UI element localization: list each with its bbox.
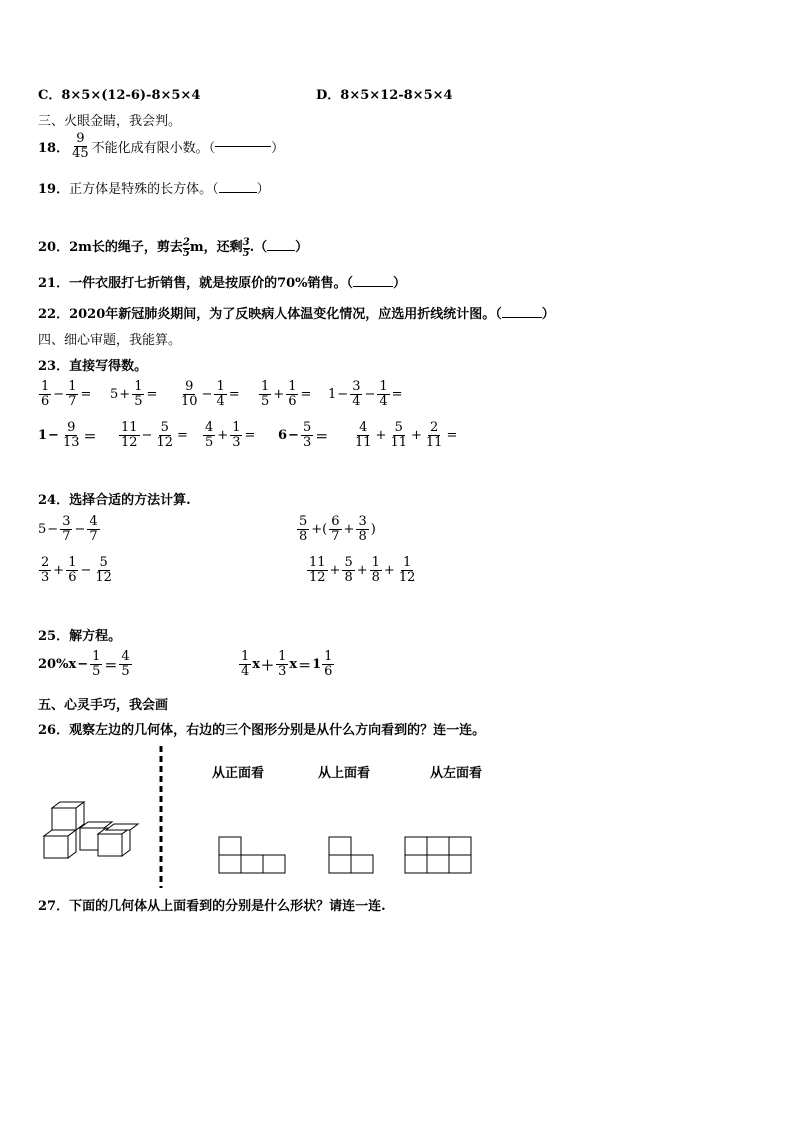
view-shape-3[interactable] — [404, 836, 476, 876]
calc-8: $\frac{4}{5}$ + $\frac{1}{3}$ = — [205, 420, 256, 450]
question-text: 正方体是特殊的长方体。（ — [69, 182, 219, 197]
view-shape-1[interactable] — [218, 836, 288, 876]
calc-1: $\frac{1}{6}$ − $\frac{1}{7}$ = — [41, 379, 92, 409]
dashed-divider — [158, 746, 164, 888]
calc-24-2: $\frac{5}{8}$ +( $\frac{6}{7}$ + $\frac{3}{8}$ ) — [299, 514, 376, 544]
calc-7: $\frac{11}{12}$ − $\frac{5}{12}$ = — [121, 420, 188, 450]
question-24-title: 24．选择合适的方法计算. — [38, 493, 191, 508]
question-23-title: 23．直接写得数。 — [38, 359, 148, 374]
section-3-title: 三、火眼金睛，我会判。 — [38, 114, 182, 129]
question-18: 18． $\frac{9}{45}$ 不能化成有限小数。（ ） — [38, 131, 285, 161]
question-25-title: 25．解方程。 — [38, 629, 122, 644]
calc-2: 5 + $\frac{1}{5}$ = — [110, 379, 158, 409]
question-21: 21．一件衣服打七折销售，就是按原价的70%销售。（ ） — [38, 276, 407, 291]
calc-4: $\frac{1}{5}$ + $\frac{1}{6}$ = — [261, 379, 312, 409]
calc-9: 6 − $\frac{5}{3}$ ＝ — [278, 420, 329, 450]
label-front-view: 从正面看 — [212, 766, 265, 781]
option-d: D．8×5×12-8×5×4 — [316, 88, 453, 103]
question-26-title: 26．观察左边的几何体，右边的三个图形分别是从什么方向看到的？连一连。 — [38, 723, 486, 738]
calc-3: $\frac{9}{10}$ − $\frac{1}{4}$ = — [181, 379, 240, 409]
option-c: C．8×5×(12-6)-8×5×4 — [38, 88, 201, 103]
question-20: 20．2m长的绳子，剪去 $\frac{2}{5}$ m，还剩 $\frac{3}{5}$ .（ ） — [38, 237, 309, 259]
fraction: $\frac{9}{45}$ — [72, 131, 89, 161]
calc-6: 1 − $\frac{9}{13}$ ＝ — [38, 420, 97, 450]
cube-solid-figure — [40, 800, 144, 862]
question-text: 不能化成有限小数。（ — [91, 140, 216, 156]
answer-blank[interactable] — [219, 192, 257, 193]
calc-5: 1 − $\frac{3}{4}$ − $\frac{1}{4}$ = — [328, 379, 403, 409]
label-left-view: 从左面看 — [430, 766, 483, 781]
calc-24-4: $\frac{11}{12}$ + $\frac{5}{8}$ + $\frac{1}{8}$ + $\frac{1}{12}$ — [309, 555, 416, 585]
answer-blank[interactable] — [502, 317, 542, 318]
question-19: 19．正方体是特殊的长方体。（ ） — [38, 182, 270, 197]
question-number: 18． — [38, 140, 70, 156]
small-fraction: $\frac{2}{5}$ — [182, 237, 190, 259]
question-27-title: 27．下面的几何体从上面看到的分别是什么形状？请连一连. — [38, 899, 386, 914]
view-shape-2[interactable] — [328, 836, 378, 876]
equation-1: 20%x − $\frac{1}{5}$ ＝ $\frac{4}{5}$ — [38, 649, 130, 679]
calc-24-1: 5 − $\frac{3}{7}$ − $\frac{4}{7}$ — [38, 514, 98, 544]
section-5-title: 五、心灵手巧，我会画 — [38, 698, 169, 713]
section-4-title: 四、细心审题，我能算。 — [38, 333, 182, 348]
answer-blank[interactable] — [353, 286, 393, 287]
calc-10: $\frac{4}{11}$ + $\frac{5}{11}$ + $\frac{2}{11}$ = — [355, 420, 458, 450]
calc-24-3: $\frac{2}{3}$ + $\frac{1}{6}$ − $\frac{5}{12}$ — [41, 555, 112, 585]
answer-blank[interactable] — [215, 146, 271, 147]
label-top-view: 从上面看 — [318, 766, 371, 781]
equation-2: $\frac{1}{4}$ x ＋ $\frac{1}{3}$ x ＝ 1 $\frac{1}{6}$ — [241, 649, 333, 679]
question-22: 22．2020年新冠肺炎期间，为了反映病人体温变化情况，应选用折线统计图。（ ） — [38, 307, 555, 322]
answer-blank[interactable] — [267, 250, 295, 251]
small-fraction: $\frac{3}{5}$ — [242, 237, 250, 259]
